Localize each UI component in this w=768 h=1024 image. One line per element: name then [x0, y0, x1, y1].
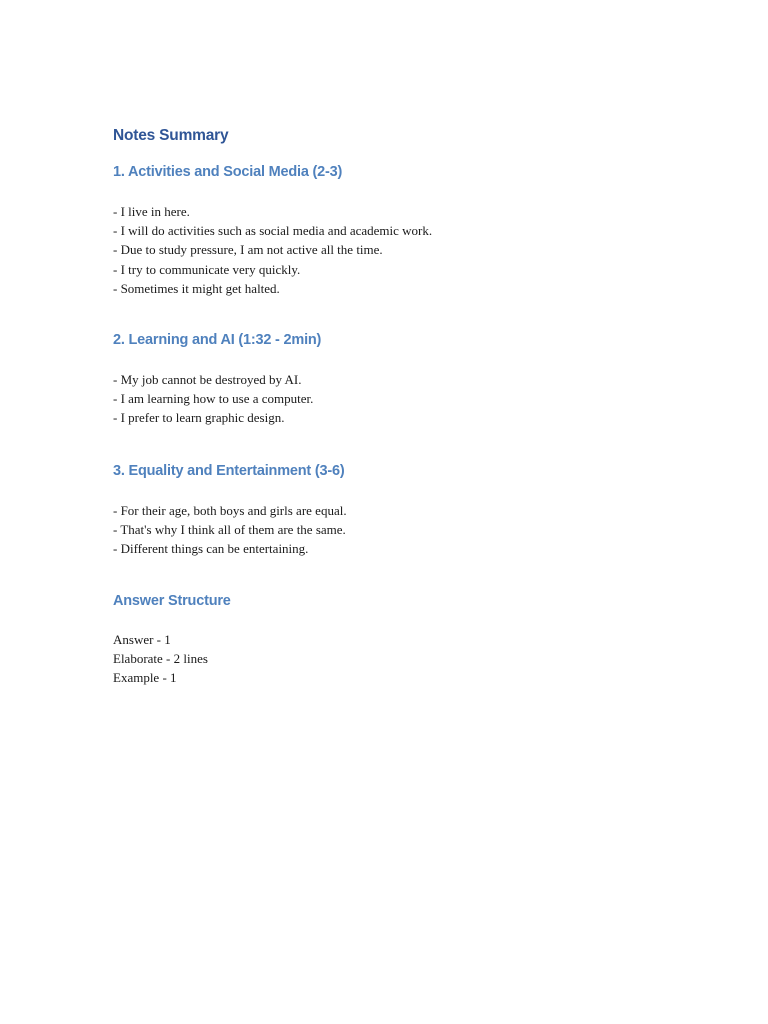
notes-list-learning [113, 370, 713, 428]
document-title: Notes Summary [113, 127, 229, 144]
section-heading-answer-structure: Answer Structure [113, 593, 231, 610]
notes-list-activities [113, 202, 713, 298]
notes-list-equality [113, 501, 713, 559]
note-line: - Due to study pressure, I am not active all the time. [113, 242, 383, 258]
note-line: - I try to communicate very quickly. [113, 261, 301, 277]
note-line: - Sometimes it might get halted. [113, 280, 280, 296]
document-body [113, 125, 713, 688]
section-heading-equality: 3. Equality and Entertainment (3-6) [113, 462, 345, 479]
note-line: Answer - 1 [113, 632, 171, 648]
notes-list-answer-structure [113, 630, 713, 688]
note-line: - I am learning how to use a computer. [113, 391, 314, 407]
note-line: - I live in here. [113, 204, 190, 219]
note-line: - For their age, both boys and girls are equal. [113, 502, 347, 518]
note-line: - My job cannot be destroyed by AI. [113, 371, 302, 387]
note-line: Example - 1 [113, 670, 177, 686]
section-heading-activities: 1. Activities and Social Media (2-3) [113, 164, 343, 180]
note-line: - Different things can be entertaining. [113, 540, 309, 556]
note-line: Elaborate - 2 lines [113, 651, 208, 667]
section-heading-learning: 2. Learning and AI (1:32 - 2min) [113, 331, 322, 348]
note-line: - I prefer to learn graphic design. [113, 410, 285, 426]
note-line: - That's why I think all of them are the same. [113, 521, 346, 537]
note-line: - I will do activities such as social media and academic work. [113, 223, 433, 239]
